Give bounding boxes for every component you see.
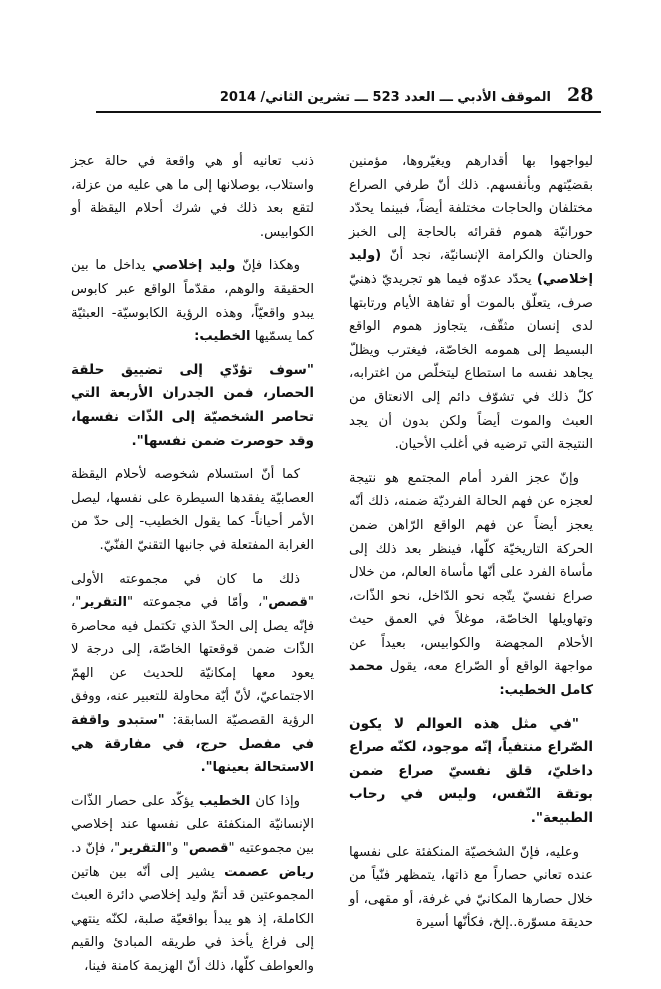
- paragraph: ذنب تعانيه أو هي واقعة في حالة عجز واستلاب، بوصلانها إلى ما هي عليه من عزلة، لتقع بعد ذلك في شرك أحلام اليقظة أو الكوابيس.: [71, 154, 314, 240]
- right-column: [349, 150, 593, 945]
- block-quote: "في مثل هذه العوالم لا يكون الصّراع منتفياً، إنّه موجود، لكنّه صراع داخليّ، قلق نفسيّ صراع ضمن بوتقة النّفس، وليس في رحاب الطبيعة".: [349, 715, 593, 827]
- author-name: الخطيب: [199, 793, 251, 809]
- paragraph: [349, 150, 593, 457]
- text: وإنّ عجز الفرد أمام المجتمع هو نتيجة لعجزه عن فهم الحالة الفرديّة ضمنه، ذلك أنّه يعجز أيضاً عن فهم الواقع الرّاهن ضمن الحركة التاريخيّة كلّها، فينظر بعد ذلك إلى مأساة الفرد على أنّها مأساة العالم، من خلال صراع نفسيّ يتّجه نحو الدّاخل، نحو الذّات، وتهاويلها الخاصّة، موغلاً في العمق حيث الأحلام المجهضة والكوابيس، بعيداً عن مواجهة الواقع أو الصّراع معه، يقول: [349, 470, 593, 675]
- author-name: رياض عصمت: [224, 864, 315, 880]
- inline-quote: "ستبدو واقفة في مفصل حرج، في مفارقة هي الاستحالة بعينها".: [71, 713, 314, 776]
- author-name: وليد إخلاصي: [152, 258, 236, 274]
- header-rule: [96, 111, 601, 113]
- block-quote: "سوف تؤدّي إلى تضييق حلقة الحصار، فمن الجدران الأربعة التي تحاصر الشخصيّة إلى الذّات نفسها، وقد حوصرت ضمن نفسها".: [71, 361, 314, 449]
- text: وإذا كان: [250, 793, 301, 809]
- left-column: [71, 150, 314, 989]
- paragraph: [71, 254, 314, 348]
- book-title: قصص: [188, 841, 229, 857]
- paragraph: [71, 568, 314, 780]
- text: "، فإنّ د.: [71, 841, 121, 857]
- paragraph: [349, 467, 593, 703]
- book-title: التقرير: [120, 841, 166, 857]
- paragraph: كما أنّ استسلام شخوصه لأحلام اليقظة العصابيّة يفقدها السيطرة على نفسها، ليصل الأمر أحياناً- كما يقول الخطيب- إلى حدّ من الغرابة المفتعلة في جانبها التقنيّ الفنّيّ.: [71, 467, 314, 553]
- page-number: 28: [567, 84, 594, 106]
- text: "، فإنّه يصل إلى الحدّ الذي تكتمل فيه محاصرة الذّات ضمن قوقعتها الخاصّة، إلى درجة لا يعود معها إمكانيّة للحديث عن الهمّ الاجتماعيّ، لأنّ أيّة محاولة للتعبير عنه، ووفق الرؤية القصصيّة السابقة:: [71, 595, 314, 729]
- paragraph: وعليه، فإنّ الشخصيّة المنكفئة على نفسها عنده تعاني حصاراً مع ذاتها، يتمظهر فنّياً من خلال حصارها المكانيّ في غرفة، أو مقهى، أو حديقة مسوّرة..إلخ، فكأنّها أسيرة: [349, 844, 593, 931]
- text: يحدّد عدوّه فيما هو تجريديّ ذهنيّ صرف، يتعلّق بالموت أو تفاهة الأيام ورتابتها لدى إنسان مثقّف، يتجاوز هموم الواقع البسيط إلى همومه الخاصّة، فيغترب ويظلّ يجاهد نفسه ما استطاع ليتخلّص من اغترابه، كلّ ذلك في تشوّف دائم إلى الانعتاق من العبث والموت أيضاً ولكن بدون أن يجد النتيجة التي ترضيه في أغلب الأحيان.: [349, 271, 593, 453]
- author-name: (وليد إخلاصي): [349, 248, 593, 287]
- book-title: التقرير: [81, 595, 128, 611]
- author-name: محمد كامل الخطيب:: [349, 659, 593, 699]
- text: وهكذا فإنّ: [235, 258, 300, 274]
- text: ليواجهوا بها أقدارهم ويغيّروها، مؤمنين بقضيّتهم وبأنفسهم. ذلك أنّ طرفي الصراع مختلفان والحاجات مختلفة أيضاً، فبينما يحدّد حورانيّة هموم فقرائه بالحاجة إلى الخبز والحنان والكرامة الإنسانيّة، نجد أنّ: [349, 154, 593, 264]
- running-title: الموقف الأدبي ـــ العدد 523 ـــ تشرين الثاني/ 2014: [219, 90, 551, 105]
- text: "، وأمّا في مجموعته ": [127, 595, 269, 611]
- text: يداخل ما بين الحقيقة والوهم، مقدّماً الواقع عبر كابوس يبدو واقعيّاً، وهذه الرؤية الكابوسيّة- العبثيّة كما يسمّيها: [71, 258, 314, 345]
- paragraph: [71, 790, 314, 979]
- author-name: الخطيب:: [194, 329, 251, 345]
- book-title: قصص: [268, 595, 308, 611]
- text: ذلك ما كان في مجموعته الأولى ": [71, 571, 314, 611]
- text: " و": [165, 841, 189, 857]
- text: يؤكّد على حصار الذّات الإنسانيّة المنكفئة على نفسها عند إخلاصي بين مجموعتيه ": [71, 793, 314, 857]
- text: يشير إلى أنّه بين هاتين المجموعتين قد أتمّ وليد إخلاصي دائرة العبث الكاملة، إذ هو يبدأ بواقعيّة صلبة، لكنّه ينتهي إلى فراغ يأخذ في طريقه المبادئ والقيم والعواطف كلّها، ذلك أنّ الهزيمة كامنة فينا،: [71, 864, 314, 974]
